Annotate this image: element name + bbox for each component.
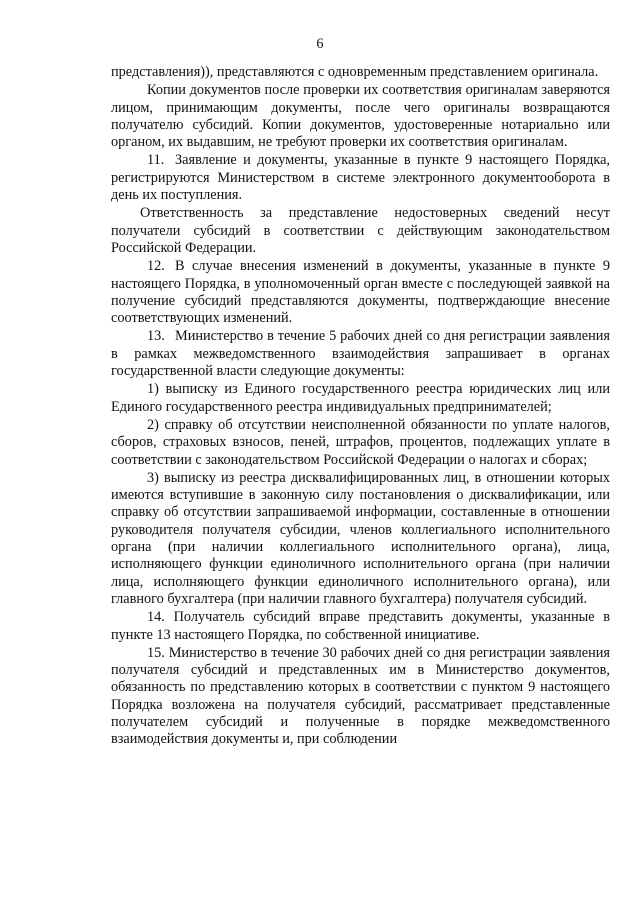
paragraph-item-15: 15. Министерство в течение 30 рабочих дней со дня регистрации заявления получателя субсидий и представленных им в Министерство документов, обязанность по представлению которых в соответствии с пунктом 9 настоящего Порядка возложена на получателя субсидий, рассматривает представленные получателем субсидий и полученные в порядке межведомственного взаимодействия документы и, при соблюдении <box>111 644 610 748</box>
item-number: 12. <box>147 258 165 275</box>
list-item-3: 3) выписку из реестра дисквалифицированных лиц, в отношении которых имеются вступившие в законную силу постановления о дисквалификации, или справку об отсутствии запрашиваемой информации, составленные в отношении руководителя получателя субсидии, членов коллегиального исполнительного органа (при наличии коллегиального исполнительного органа), лица, исполняющего функции единоличного исполнительного органа (при наличии лица, исполняющего функции единоличного исполнительного органа), или главного бухгалтера (при наличии главного бухгалтера) получателя субсидий. <box>111 469 610 607</box>
paragraph-text: Заявление и документы, указанные в пункте 9 настоящего Порядка, регистрируются Министерством в системе электронного документооборота в день их поступления. <box>111 152 610 204</box>
list-item-2: 2) справку об отсутствии неисполненной обязанности по уплате налогов, сборов, страховых взносов, пеней, штрафов, процентов, подлежащих уплате в соответствии с законодательством Российской Федерации о налогах и сборах; <box>111 416 610 468</box>
paragraph-responsibility: Ответственность за представление недостоверных сведений несут получатели субсидий в соответствии с действующим законодательством Российской Федерации. <box>111 205 610 256</box>
paragraph-item-14: 14. Получатель субсидий вправе представить документы, указанные в пункте 13 настоящего Порядка, по собственной инициативе. <box>111 609 610 643</box>
paragraph-item-12 <box>111 258 610 327</box>
document-body <box>111 64 610 749</box>
paragraph-text: В случае внесения изменений в документы, указанные в пункте 9 настоящего Порядка, в уполномоченный орган вместе с последующей заявкой на получение субсидий представляются документы, подтверждающие внесение соответствующих изменений. <box>111 258 610 327</box>
paragraph-item-13 <box>111 328 610 380</box>
paragraph-item-11 <box>111 152 610 204</box>
item-number: 11. <box>147 152 165 169</box>
item-number: 13. <box>147 328 165 345</box>
paragraph-text: Министерство в течение 5 рабочих дней со дня регистрации заявления в рамках межведомственного взаимодействия запрашивает в органах государственной власти следующие документы: <box>111 328 610 380</box>
paragraph-copies: Копии документов после проверки их соответствия оригиналам заверяются лицом, принимающим документы, после чего оригиналы возвращаются получателю субсидий. Копии документов, удостоверенные нотариально или органом, их выдавшим, не требуют проверки их соответствия оригиналам. <box>111 82 610 151</box>
paragraph-continuation: представления)), представляются с одновременным представлением оригинала. <box>111 64 599 80</box>
list-item-1: 1) выписку из Единого государственного реестра юридических лиц или Единого государственного реестра индивидуальных предпринимателей; <box>111 381 610 415</box>
page-number: 6 <box>316 36 324 52</box>
